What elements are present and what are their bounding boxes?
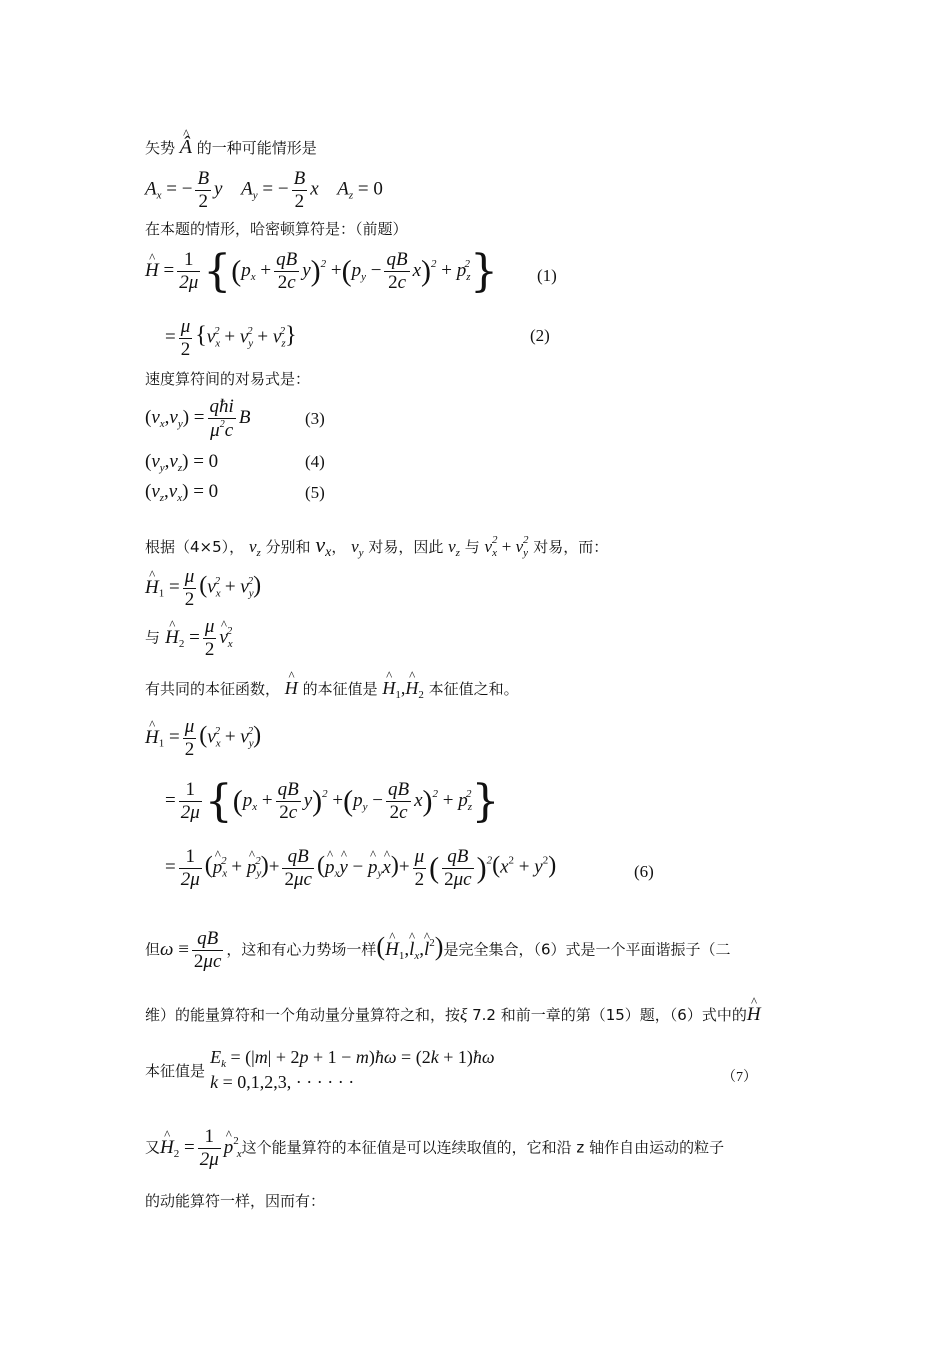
text-line-3: 在本题的情形，哈密顿算符是：（前题） [145, 220, 408, 238]
text-line-17: 但ω ≡ $\frac{qB}{2\mu c}$ ，这和有心力势场一样(^ $H_1,\^{}$ $l_x,\^{}$ $l^2$)是完全集合，（6）式是一个平面谐振子（二 [145, 928, 730, 973]
text-line-10: 根据（4×5）， $v_z$ 分别和 $v_x$， $v_y$ 对易，因此 $v_z$ 与 $v_x^2 + v_y^2$ 对易，而： [145, 532, 609, 560]
equation-4: $(v_y,v_z) = 0$ [145, 451, 219, 474]
equation-number-5: (5) [305, 483, 325, 502]
text-line-13: 有共同的本征函数， ^ H 的本征值是 ^ $H_1,\^{}$ $H_2$ 本征值之和。 [145, 678, 519, 701]
equation-number-4: (4) [305, 452, 325, 471]
vector-potential-symbol: ^ Â [180, 136, 192, 159]
equation-7: 本征值是 $E_k = (|m| + 2p + 1$ − m)ħω = (2k + 1)ħω k = 0,1,2,3, · · · · · · [145, 1047, 495, 1093]
equation-h1-definition: ^ $H_1$ = $\frac{\mu}{2}$ $(v_x^2 + v_y^2)$ [145, 566, 261, 611]
equation-number-3: (3) [305, 409, 325, 428]
equation-vector-potential: $A_x$ = − $\frac{B}{2}$ y $A_y$ = − $\frac{B}{2}$ x $A_z = 0$ [145, 168, 383, 212]
equation-number-2: (2) [530, 326, 550, 345]
text-line-6: 速度算符间的对易式是： [145, 370, 311, 388]
text-line-20: 又^ $H_2$ = $\frac{1}{2\mu}$ ^ $p^2_x$这个能量算符的本征值是可以连续取值的，它和沿 z 轴作自由运动的粒子 [145, 1126, 724, 1171]
text-line-21: 的动能算符一样，因而有： [145, 1192, 326, 1210]
equation-1: ^ H = $\frac{1}{2\mu}$ {($p_x$ + $\frac{qB}{2c}$ $y)^2 +(p_y$ − $\frac{qB}{2c}$ $x)^2 + p_z^2$} [145, 246, 498, 297]
equation-2: = $\frac{\mu}{2}$ $\{v_x^2 + v_y^2 + v_z^2\}$ [165, 316, 297, 360]
equation-number-1: (1) [537, 266, 557, 285]
equation-h2-definition: 与 ^ $H_2$ = $\frac{\mu}{2}$ ^ $v_x^2$ [145, 616, 232, 661]
equation-h1-expansion-b: = $\frac{1}{2\mu}$ {($p_x$ + $\frac{qB}{2c}$ $y)^2 +(p_y$ − $\frac{qB}{2c}$ $x)^2 + p_z^2$} [165, 776, 500, 827]
text-line-1: 矢势 ^ Â 的一种可能情形是 [145, 136, 317, 159]
equation-number-7: （7） [722, 1070, 757, 1085]
equation-h1-expansion-a: ^ $H_1$ = $\frac{\mu}{2}$ $(v_x^2 + v_y^2)$ [145, 716, 261, 761]
equation-5: $(v_z,v_x) = 0$ [145, 481, 219, 504]
equation-3: $(v_x,v_y)$ = $\frac{\text{qħi}}{\mu^2c}$ B [145, 396, 251, 441]
equation-6: = $\frac{1}{2\mu}$ (^ $p_x^2$ + ^ $p_y^2)+$ $\frac{qB}{2\mu c}$ (^ $p_x\^{}$ y − ^ $p_y\^{}$ x)+ $\frac{\mu}{2}$ ( $\frac{qB}{2\mu c}$ )$^2(x^2 + y^2)$ [165, 846, 556, 891]
text-line-18: 维）的能量算符和一个角动量分量算符之和，按ξ 7.2 和前一章的第（15）题，（6）式中的^ H [145, 1004, 761, 1026]
equation-number-6: (6) [634, 862, 654, 881]
